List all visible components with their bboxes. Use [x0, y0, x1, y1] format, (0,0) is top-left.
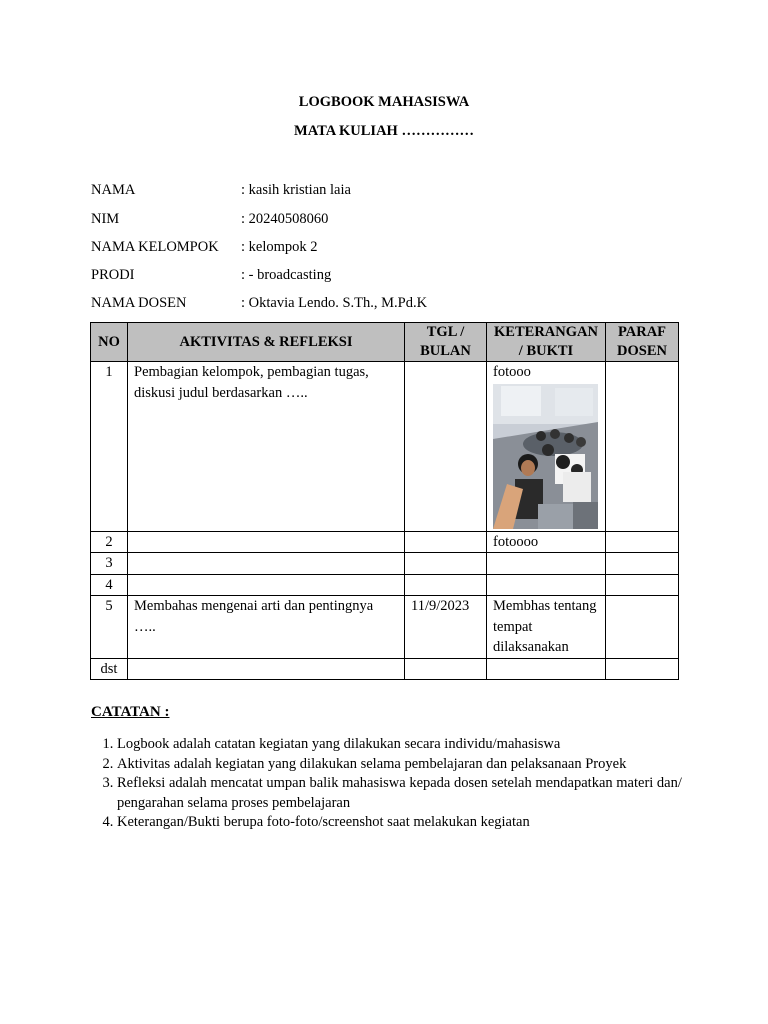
info-value: : kelompok 2 [241, 239, 318, 255]
row-sign [606, 553, 679, 575]
list-item: 1. Logbook adalah catatan kegiatan yang dilakukan secara individu/mahasiswa [117, 735, 717, 755]
row-note: fotoooo [487, 531, 606, 553]
row-date [405, 658, 487, 680]
row-no: dst [91, 658, 128, 680]
info-value: : - broadcasting [241, 267, 332, 283]
row-sign [606, 362, 679, 532]
document-title: LOGBOOK MAHASISWA [298, 94, 470, 110]
list-item: 2. Aktivitas adalah kegiatan yang dilakukan selama pembelajaran dan pelaksanaan Proyek [117, 755, 717, 775]
info-value: : kasih kristian laia [241, 182, 351, 198]
table-row [91, 553, 679, 575]
row-activity [128, 658, 405, 680]
info-value: : Oktavia Lendo. S.Th., M.Pd.K [241, 295, 428, 311]
logbook-table [90, 322, 679, 680]
row-note: Membhas tentang tempat dilaksanakan [487, 596, 606, 659]
table-row [91, 531, 679, 553]
row-note [487, 658, 606, 680]
row-no: 4 [91, 574, 128, 596]
row-activity: Pembagian kelompok, pembagian tugas, diskusi judul berdasarkan ….. [128, 362, 405, 532]
row-note-cell [487, 362, 606, 532]
row-sign [606, 531, 679, 553]
evidence-photo [493, 384, 598, 529]
header-sign: PARAF DOSEN [606, 323, 679, 362]
row-no: 2 [91, 531, 128, 553]
row-date [405, 574, 487, 596]
row-date [405, 553, 487, 575]
info-label: NAMA KELOMPOK [91, 239, 219, 255]
row-note [487, 574, 606, 596]
row-activity [128, 553, 405, 575]
row-date [405, 362, 487, 532]
row-note [487, 553, 606, 575]
row-activity [128, 531, 405, 553]
info-label: NIM [91, 211, 120, 227]
notes-list [90, 735, 717, 833]
row-no: 3 [91, 553, 128, 575]
info-label: NAMA DOSEN [91, 295, 187, 311]
row-sign [606, 596, 679, 659]
row-no: 1 [91, 362, 128, 532]
table-row [91, 574, 679, 596]
row-activity [128, 574, 405, 596]
table-row [91, 596, 679, 659]
info-value: : 20240508060 [241, 211, 329, 227]
table-row [91, 658, 679, 680]
row-no: 5 [91, 596, 128, 659]
info-label: PRODI [91, 267, 135, 283]
header-activity: AKTIVITAS & REFLEKSI [128, 323, 405, 362]
row-date: 11/9/2023 [405, 596, 487, 659]
row-sign [606, 658, 679, 680]
list-item: 4. Keterangan/Bukti berupa foto-foto/screenshot saat melakukan kegiatan [117, 813, 717, 833]
table-row [91, 362, 679, 532]
row-note: fotooo [493, 364, 531, 380]
course-title: MATA KULIAH …………… [294, 123, 474, 139]
header-date: TGL / BULAN [405, 323, 487, 362]
row-activity: Membahas mengenai arti dan pentingnya ….. [128, 596, 405, 659]
list-item: 3. Refleksi adalah mencatat umpan balik mahasiswa kepada dosen setelah mendapatkan materi dan/ pengarahan selama proses pembelajaran [117, 774, 717, 813]
info-label: NAMA [91, 182, 136, 198]
row-sign [606, 574, 679, 596]
notes-heading: CATATAN : [91, 704, 170, 720]
row-date [405, 531, 487, 553]
table-header-row [91, 323, 679, 362]
header-note: KETERANGAN / BUKTI [487, 323, 606, 362]
header-no: NO [91, 323, 128, 362]
